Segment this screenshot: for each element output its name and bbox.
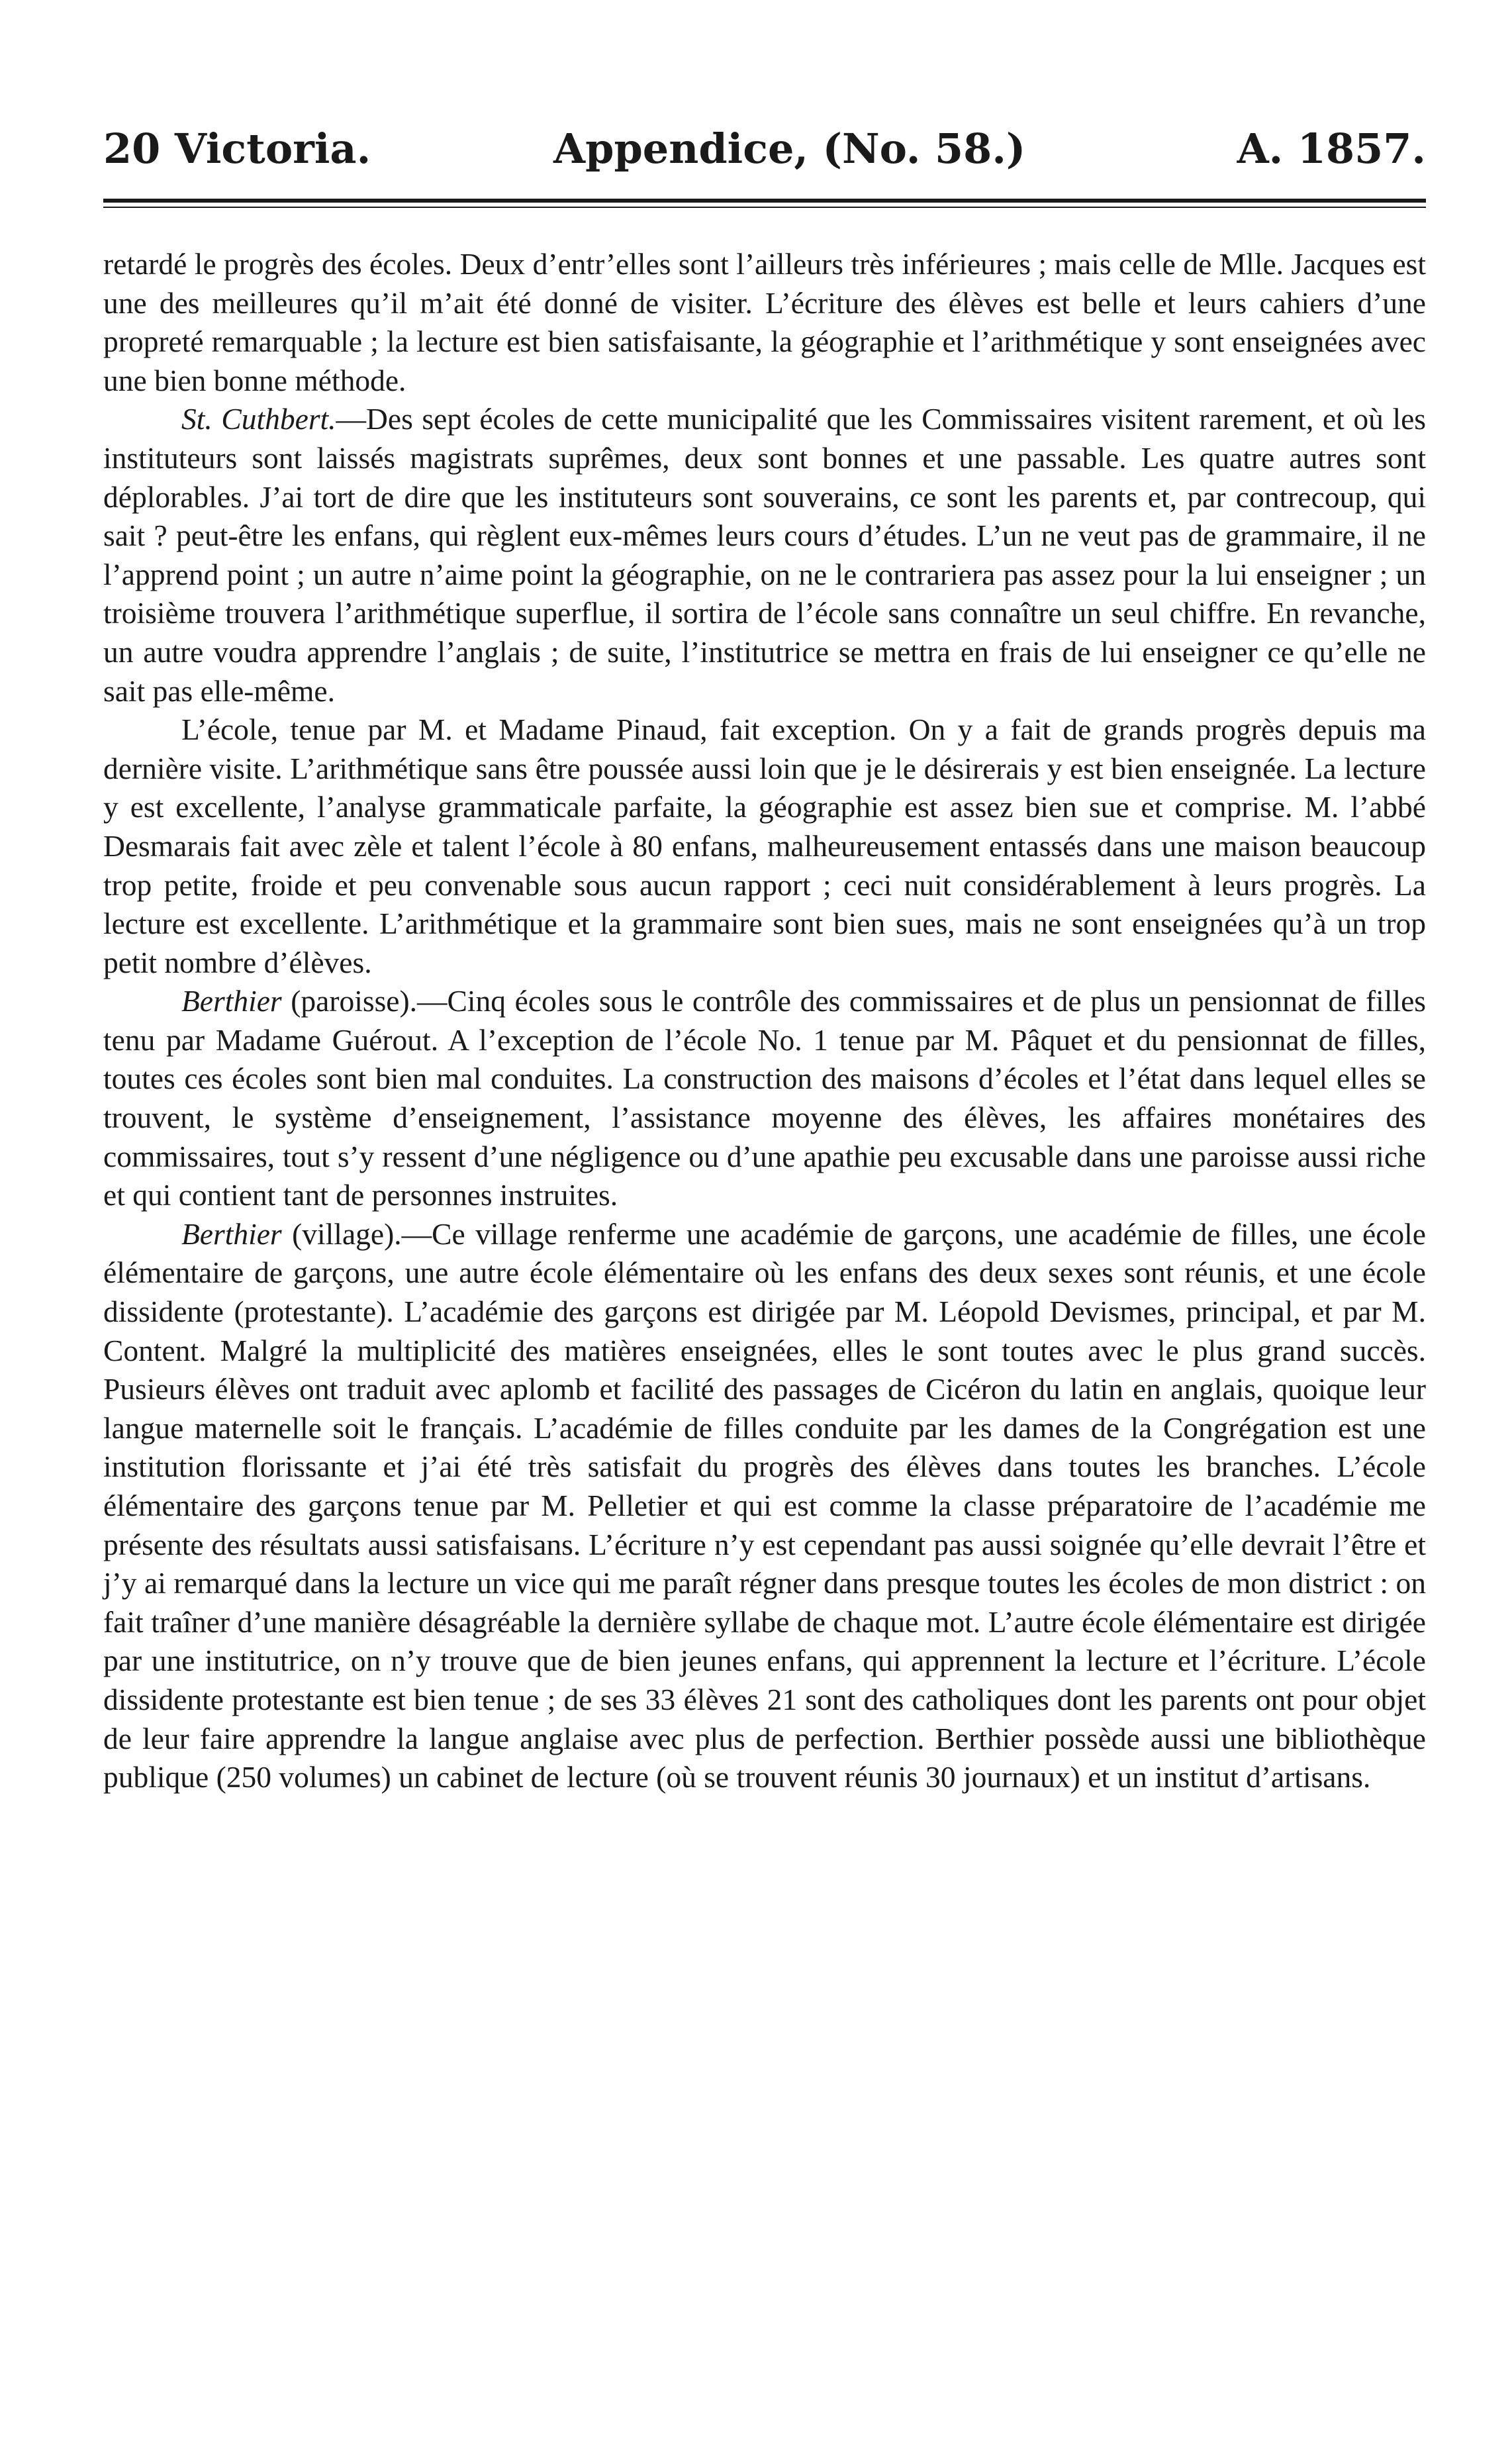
header-rule-thin [103, 207, 1426, 208]
header-regnal-year: 20 Victoria. [103, 124, 371, 173]
place-name: Berthier [181, 984, 282, 1018]
paragraph-text: L’école, tenue par M. et Madame Pinaud, fait exception. On y a fait de grands progrès depuis ma dernière visite. L’arithmétique sans être poussée aussi loin que je le désirerais y est bien enseignée. La lecture y est excellente, l’analyse grammaticale parfaite, la géographie est assez bien sue et comprise. M. l’abbé Desmarais fait avec zèle et talent l’école à 80 enfans, malheureusement entassés dans une maison beaucoup trop petite, froide et peu convenable sous aucun rapport ; ceci nuit considérablement à leurs progrès. La lecture est excellente. L’arithmétique et la grammaire sont bien sues, mais ne sont enseignées qu’à un trop petit nombre d’élèves. [103, 712, 1426, 979]
paragraph-text: (village).—Ce village renferme une académie de garçons, une académie de filles, une école élémentaire de garçons, une autre école élémentaire où les enfans des deux sexes sont réunis, et une école dissidente (protestante). L’académie des garçons est dirigée par M. Léopold Devismes, principal, et par M. Content. Malgré la multiplicité des matières enseignées, elles le sont toutes avec le plus grand succès. Pusieurs élèves ont traduit avec aplomb et facilité des passages de Cicéron du latin en anglais, quoique leur langue maternelle soit le français. L’académie de filles conduite par les dames de la Congrégation est une institution florissante et j’ai été très satisfait du progrès des élèves dans toutes les branches. L’école élémentaire des garçons tenue par M. Pelletier et qui est comme la classe préparatoire de l’académie me présente des résultats aussi satisfaisans. L’écriture n’y est cependant pas aussi soignée qu’elle devrait l’être et j’y ai remarqué dans la lecture un vice qui me paraît régner dans presque toutes les écoles de mon district : on fait traîner d’une manière désagréable la dernière syllabe de chaque mot. L’autre école élémentaire est dirigée par une institutrice, on n’y trouve que de bien jeunes enfans, qui apprennent la lecture et l’écriture. L’école dissidente protestante est bien tenue ; de ses 33 élèves 21 sont des catholiques dont les parents ont pour objet de leur faire apprendre la langue anglaise avec plus de perfection. Berthier possède aussi une bibliothèque publique (250 volumes) un cabinet de lecture (où se trouvent réunis 30 journaux) et un institut d’artisans. [103, 1216, 1426, 1794]
document-page [103, 119, 1426, 1797]
paragraph-text: (paroisse).—Cinq écoles sous le contrôle des commissaires et de plus un pensionnat de filles tenu par Madame Guérout. A l’exception de l’école No. 1 tenue par M. Pâquet et du pensionnat de filles, toutes ces écoles sont bien mal conduites. La construction des maisons d’écoles et l’état dans lequel elles se trouvent, le système d’enseignement, l’assistance moyenne des élèves, les affaires monétaires des commissaires, tout s’y ressent d’une négligence ou d’une apathie peu excusable dans une paroisse aussi riche et qui contient tant de personnes instruites. [103, 984, 1426, 1212]
place-name: Berthier [181, 1216, 282, 1251]
paragraph-berthier-paroisse [103, 982, 1426, 1215]
paragraph-intro [103, 245, 1426, 400]
paragraph-pinaud-school [103, 711, 1426, 982]
paragraph-text: —Des sept écoles de cette municipalité que les Commissaires visitent rarement, et où les instituteurs sont laissés magistrats suprêmes, deux sont bonnes et une passable. Les quatre autres sont déplorables. J’ai tort de dire que les instituteurs sont souverains, ce sont les parents et, par contrecoup, qui sait ? peut-être les enfans, qui règlent eux-mêmes leurs cours d’études. L’un ne veut pas de grammaire, il ne l’apprend point ; un autre n’aime point la géographie, on ne le contrariera pas assez pour la lui enseigner ; un troisième trouvera l’arithmétique superflue, il sortira de l’école sans connaître un seul chiffre. En revanche, un autre voudra apprendre l’anglais ; de suite, l’institutrice se mettra en frais de lui enseigner ce qu’elle ne sait pas elle-même. [103, 402, 1426, 708]
page-header [103, 119, 1426, 179]
header-year: A. 1857. [1237, 124, 1426, 173]
paragraph-st-cuthbert [103, 400, 1426, 711]
header-appendix-title: Appendice, (No. 58.) [553, 124, 1026, 173]
paragraph-berthier-village [103, 1215, 1426, 1797]
place-name: St. Cuthbert. [181, 402, 336, 436]
paragraph-text: retardé le progrès des écoles. Deux d’entr’elles sont l’ailleurs très inférieures ; mais celle de Mlle. Jacques est une des meilleures qu’il m’ait été donné de visiter. L’écriture des élèves est belle et leurs cahiers d’une propreté remarquable ; la lecture est bien satisfaisante, la géographie et l’arithmétique y sont enseignées avec une bien bonne méthode. [103, 247, 1426, 397]
report-body [103, 245, 1426, 1797]
header-rule-thick [103, 199, 1426, 203]
